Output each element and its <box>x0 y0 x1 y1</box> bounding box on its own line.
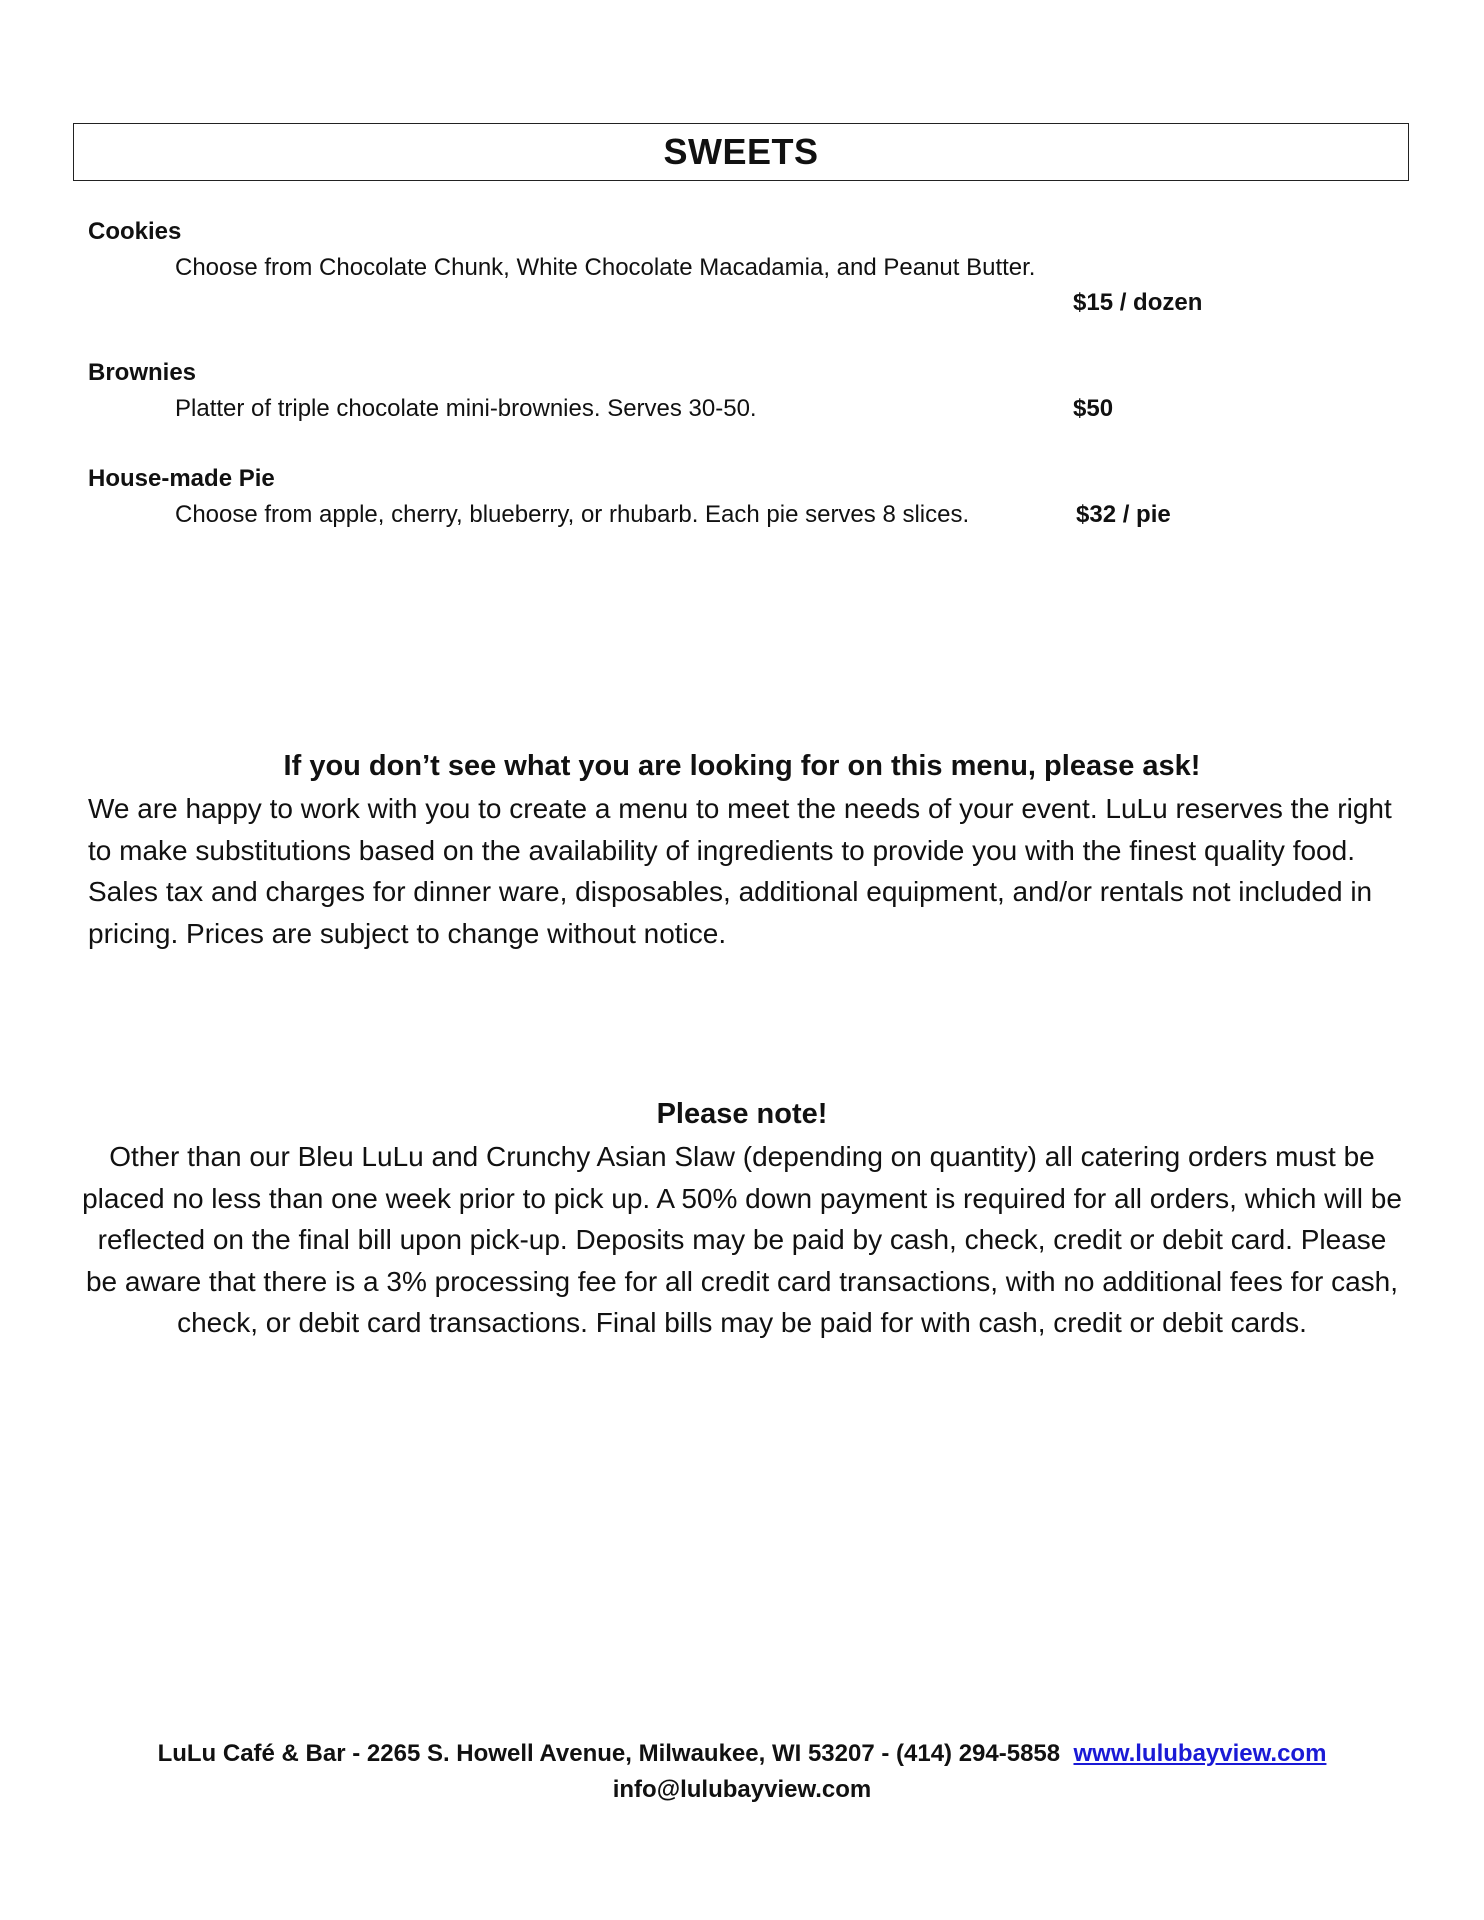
footer <box>0 1736 1484 1808</box>
ask-note-heading: If you don’t see what you are looking for on this menu, please ask! <box>283 750 1201 782</box>
ask-note-body: We are happy to work with you to create a menu to meet the needs of your event. LuLu reserves the right to make substitutions based on the availability of ingredients to provide you with the finest quality food. Sales tax and charges for dinner ware, disposables, additional equipment, and/or rentals not included in pricing. Prices are subject to change without notice. <box>88 793 1392 949</box>
item-price: $32 / pie <box>1076 501 1171 528</box>
section-title: SWEETS <box>663 131 819 172</box>
item-name: Cookies <box>88 218 182 245</box>
footer-email[interactable]: info@lulubayview.com <box>612 1776 872 1803</box>
please-note-body: Other than our Bleu LuLu and Crunchy Asian Slaw (depending on quantity) all catering orders must be placed no less than one week prior to pick up. A 50% down payment is required for all orders, which will be reflected on the final bill upon pick-up. Deposits may be paid by cash, check, credit or debit card. Please be aware that there is a 3% processing fee for all credit card transactions, with no additional fees for cash, check, or debit card transactions. Final bills may be paid for with cash, credit or debit cards. <box>82 1141 1402 1338</box>
item-name: House-made Pie <box>88 465 275 492</box>
item-description: Platter of triple chocolate mini-brownies. Serves 30-50. <box>175 395 757 422</box>
footer-address-phone: LuLu Café & Bar - 2265 S. Howell Avenue, Milwaukee, WI 53207 - (414) 294-5858 <box>157 1740 1061 1767</box>
footer-contact-line <box>0 1736 1484 1772</box>
website-link[interactable]: www.lulubayview.com <box>1073 1740 1327 1767</box>
menu-item-brownies <box>88 357 1388 437</box>
please-note-heading: Please note! <box>656 1098 828 1130</box>
item-price: $50 <box>1073 395 1114 422</box>
item-description: Choose from Chocolate Chunk, White Chocolate Macadamia, and Peanut Butter. <box>175 254 1036 281</box>
menu-item-cookies <box>88 216 1388 326</box>
item-price: $15 / dozen <box>1073 289 1203 316</box>
menu-item-pie <box>88 463 1388 543</box>
item-name: Brownies <box>88 359 197 386</box>
section-title-box <box>73 123 1409 181</box>
item-description: Choose from apple, cherry, blueberry, or rhubarb. Each pie serves 8 slices. <box>175 501 970 528</box>
